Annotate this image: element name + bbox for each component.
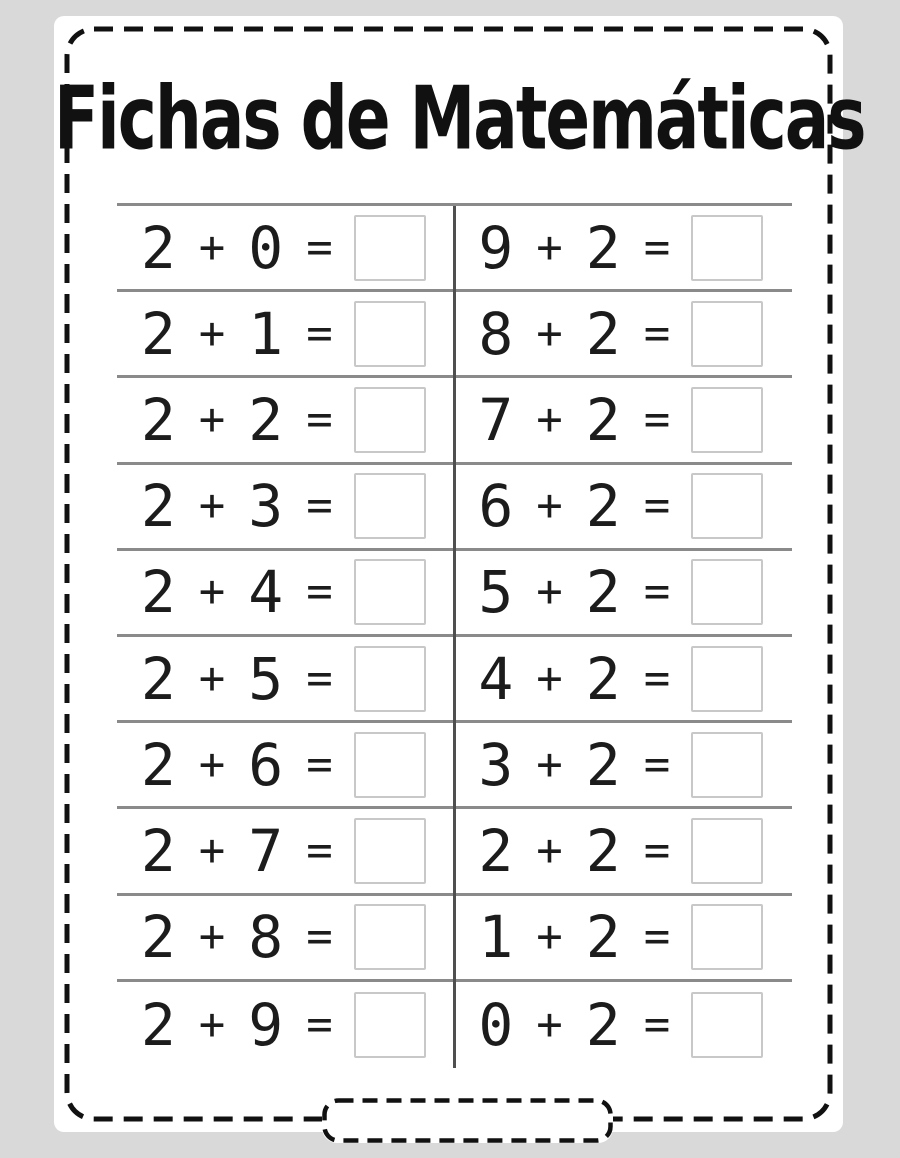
answer-box[interactable] xyxy=(691,473,763,539)
problem-cell xyxy=(117,206,455,289)
equals-sign: = xyxy=(306,824,333,876)
operand-second: 5 xyxy=(248,644,284,713)
operand-second: 3 xyxy=(248,472,284,541)
operator-plus: + xyxy=(198,566,226,618)
operand-first: 2 xyxy=(140,385,176,454)
operand-second: 2 xyxy=(585,990,621,1059)
equals-sign: = xyxy=(306,307,333,359)
problem-cell xyxy=(455,378,793,461)
equals-sign: = xyxy=(306,566,333,618)
operand-first: 2 xyxy=(140,903,176,972)
operand-second: 6 xyxy=(248,730,284,799)
page-title: Fichas de Matemáticas xyxy=(54,68,865,170)
problem-cell xyxy=(117,637,455,720)
operator-plus: + xyxy=(198,393,226,445)
operand-second: 8 xyxy=(248,903,284,972)
operand-second: 2 xyxy=(585,385,621,454)
answer-box[interactable] xyxy=(691,559,763,625)
equals-sign: = xyxy=(306,652,333,704)
problem-cell xyxy=(455,206,793,289)
operand-second: 2 xyxy=(585,472,621,541)
problem-cell xyxy=(455,465,793,548)
operator-plus: + xyxy=(536,652,563,704)
problem-cell xyxy=(117,465,455,548)
operand-second: 4 xyxy=(248,558,284,627)
problem-cell xyxy=(455,723,793,806)
equals-sign: = xyxy=(643,738,671,790)
answer-box[interactable] xyxy=(691,904,763,970)
equals-sign: = xyxy=(306,998,333,1050)
answer-box[interactable] xyxy=(691,646,763,712)
operator-plus: + xyxy=(198,738,226,790)
operand-second: 2 xyxy=(585,903,621,972)
problem-cell xyxy=(455,292,793,375)
operator-plus: + xyxy=(198,307,226,359)
worksheet-table xyxy=(117,203,792,1068)
operand-first: 2 xyxy=(140,644,176,713)
equals-sign: = xyxy=(643,566,671,618)
equals-sign: = xyxy=(306,221,333,273)
operator-plus: + xyxy=(198,824,226,876)
operand-first: 9 xyxy=(478,213,514,282)
equals-sign: = xyxy=(306,393,333,445)
answer-box[interactable] xyxy=(354,559,426,625)
operand-first: 2 xyxy=(140,213,176,282)
answer-box[interactable] xyxy=(354,301,426,367)
operator-plus: + xyxy=(198,221,226,273)
operand-second: 1 xyxy=(248,299,284,368)
problem-cell xyxy=(117,551,455,634)
answer-box[interactable] xyxy=(691,215,763,281)
answer-box[interactable] xyxy=(354,646,426,712)
equals-sign: = xyxy=(306,738,333,790)
answer-box[interactable] xyxy=(354,732,426,798)
operand-first: 8 xyxy=(478,299,514,368)
problem-cell xyxy=(117,378,455,461)
answer-box[interactable] xyxy=(691,301,763,367)
operand-first: 0 xyxy=(478,990,514,1059)
operand-first: 2 xyxy=(140,472,176,541)
operator-plus: + xyxy=(536,824,563,876)
answer-box[interactable] xyxy=(691,387,763,453)
operand-first: 7 xyxy=(478,385,514,454)
answer-box[interactable] xyxy=(354,818,426,884)
equals-sign: = xyxy=(643,824,671,876)
equals-sign: = xyxy=(643,652,671,704)
answer-box[interactable] xyxy=(691,818,763,884)
operand-first: 4 xyxy=(478,644,514,713)
operator-plus: + xyxy=(536,221,563,273)
equals-sign: = xyxy=(643,221,671,273)
answer-box[interactable] xyxy=(691,732,763,798)
problem-cell xyxy=(117,292,455,375)
operand-first: 1 xyxy=(478,903,514,972)
operator-plus: + xyxy=(198,480,226,532)
operand-second: 2 xyxy=(585,558,621,627)
operand-second: 9 xyxy=(248,990,284,1059)
problem-cell xyxy=(117,896,455,979)
equals-sign: = xyxy=(643,307,671,359)
problem-cell xyxy=(117,723,455,806)
problem-cell xyxy=(455,551,793,634)
answer-box[interactable] xyxy=(354,215,426,281)
worksheet-page xyxy=(54,16,865,1132)
problem-cell xyxy=(455,637,793,720)
operand-first: 2 xyxy=(140,299,176,368)
answer-box[interactable] xyxy=(354,904,426,970)
operator-plus: + xyxy=(536,738,563,790)
name-field[interactable] xyxy=(322,1098,613,1143)
operand-first: 2 xyxy=(140,816,176,885)
operand-first: 3 xyxy=(478,730,514,799)
answer-box[interactable] xyxy=(354,387,426,453)
equals-sign: = xyxy=(643,393,671,445)
operand-second: 0 xyxy=(248,213,284,282)
equals-sign: = xyxy=(643,911,671,963)
operator-plus: + xyxy=(536,393,563,445)
problem-cell xyxy=(455,982,793,1068)
operand-first: 2 xyxy=(140,730,176,799)
equals-sign: = xyxy=(306,480,333,532)
operand-first: 5 xyxy=(478,558,514,627)
equals-sign: = xyxy=(306,911,333,963)
operand-first: 2 xyxy=(140,990,176,1059)
operand-first: 2 xyxy=(478,816,514,885)
operand-second: 2 xyxy=(585,730,621,799)
operand-second: 2 xyxy=(585,213,621,282)
problem-cell xyxy=(455,896,793,979)
problem-cell xyxy=(117,982,455,1068)
operator-plus: + xyxy=(198,998,226,1050)
problem-cell xyxy=(455,809,793,892)
operator-plus: + xyxy=(536,566,563,618)
column-divider xyxy=(453,206,456,1068)
answer-box[interactable] xyxy=(691,992,763,1058)
operator-plus: + xyxy=(536,911,563,963)
operator-plus: + xyxy=(536,480,563,532)
equals-sign: = xyxy=(643,998,671,1050)
equals-sign: = xyxy=(643,480,671,532)
operator-plus: + xyxy=(536,307,563,359)
problem-cell xyxy=(117,809,455,892)
operator-plus: + xyxy=(198,652,226,704)
operand-second: 2 xyxy=(585,299,621,368)
operand-second: 7 xyxy=(248,816,284,885)
operand-second: 2 xyxy=(248,385,284,454)
answer-box[interactable] xyxy=(354,473,426,539)
answer-box[interactable] xyxy=(354,992,426,1058)
operand-second: 2 xyxy=(585,644,621,713)
operator-plus: + xyxy=(536,998,563,1050)
operand-first: 6 xyxy=(478,472,514,541)
name-field-dashed-border xyxy=(322,1098,613,1143)
operator-plus: + xyxy=(198,911,226,963)
operand-first: 2 xyxy=(140,558,176,627)
operand-second: 2 xyxy=(585,816,621,885)
